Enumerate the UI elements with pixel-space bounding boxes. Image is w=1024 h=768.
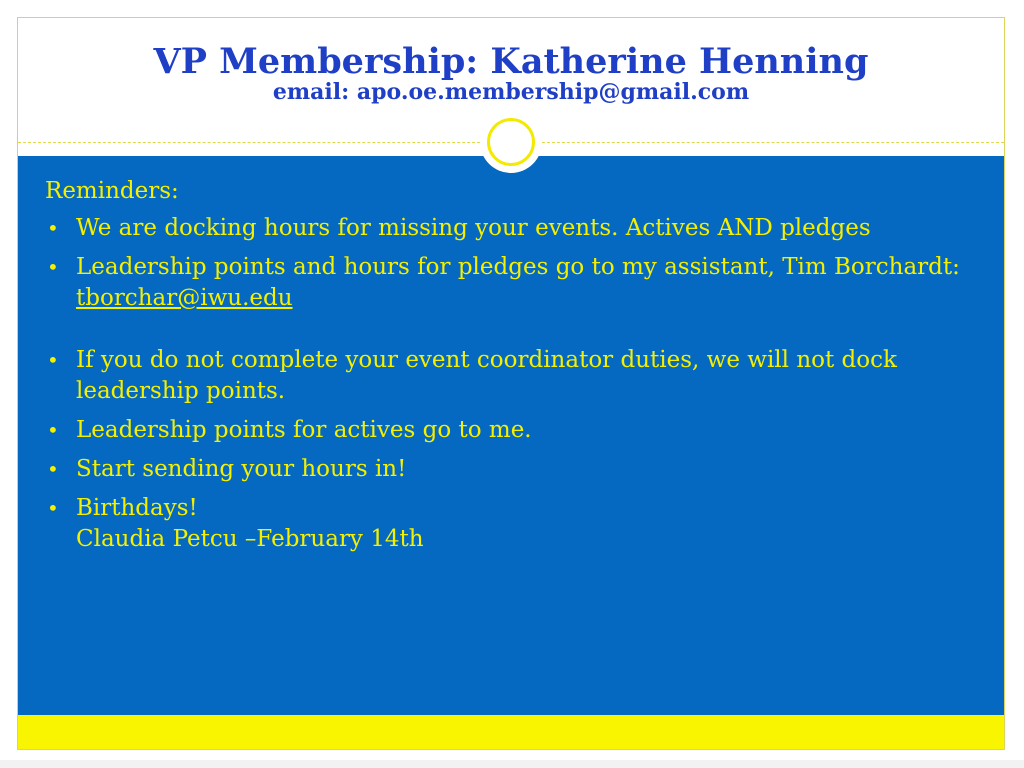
bottom-strip xyxy=(0,760,1024,768)
reminders-list xyxy=(45,213,965,555)
slide-subtitle-email: email: apo.oe.membership@gmail.com xyxy=(272,79,750,105)
bullet-icon: • xyxy=(47,348,59,372)
assistant-email-link[interactable]: tborchar@iwu.edu xyxy=(76,285,293,311)
bullet-icon: • xyxy=(47,255,59,279)
footer-band xyxy=(18,715,1004,749)
list-item xyxy=(45,345,965,407)
list-item-text: If you do not complete your event coordinator duties, we will not dock leadership points. xyxy=(76,347,897,404)
reminders-heading: Reminders: xyxy=(45,178,179,204)
list-item xyxy=(45,493,965,555)
bullet-icon: • xyxy=(47,457,59,481)
slide-body xyxy=(45,176,965,563)
list-item-text: Leadership points and hours for pledges go to my assistant, Tim Borchardt: xyxy=(76,254,960,280)
list-item-text: Leadership points for actives go to me. xyxy=(76,417,532,443)
birthday-entry: Claudia Petcu –February 14th xyxy=(76,526,424,552)
list-item-text: Start sending your hours in! xyxy=(76,456,407,482)
bullet-icon: • xyxy=(47,496,59,520)
birthdays-label: Birthdays! xyxy=(76,495,198,521)
list-item xyxy=(45,213,965,244)
circle-ornament-icon xyxy=(480,111,542,173)
list-item xyxy=(45,454,965,485)
list-item xyxy=(45,415,965,446)
bullet-icon: • xyxy=(47,216,59,240)
circle-ornament-ring xyxy=(487,118,535,166)
slide-title: VP Membership: Katherine Henning xyxy=(153,41,869,82)
list-item-text: We are docking hours for missing your events. Actives AND pledges xyxy=(76,215,871,241)
list-item xyxy=(45,252,965,314)
bullet-icon: • xyxy=(47,418,59,442)
